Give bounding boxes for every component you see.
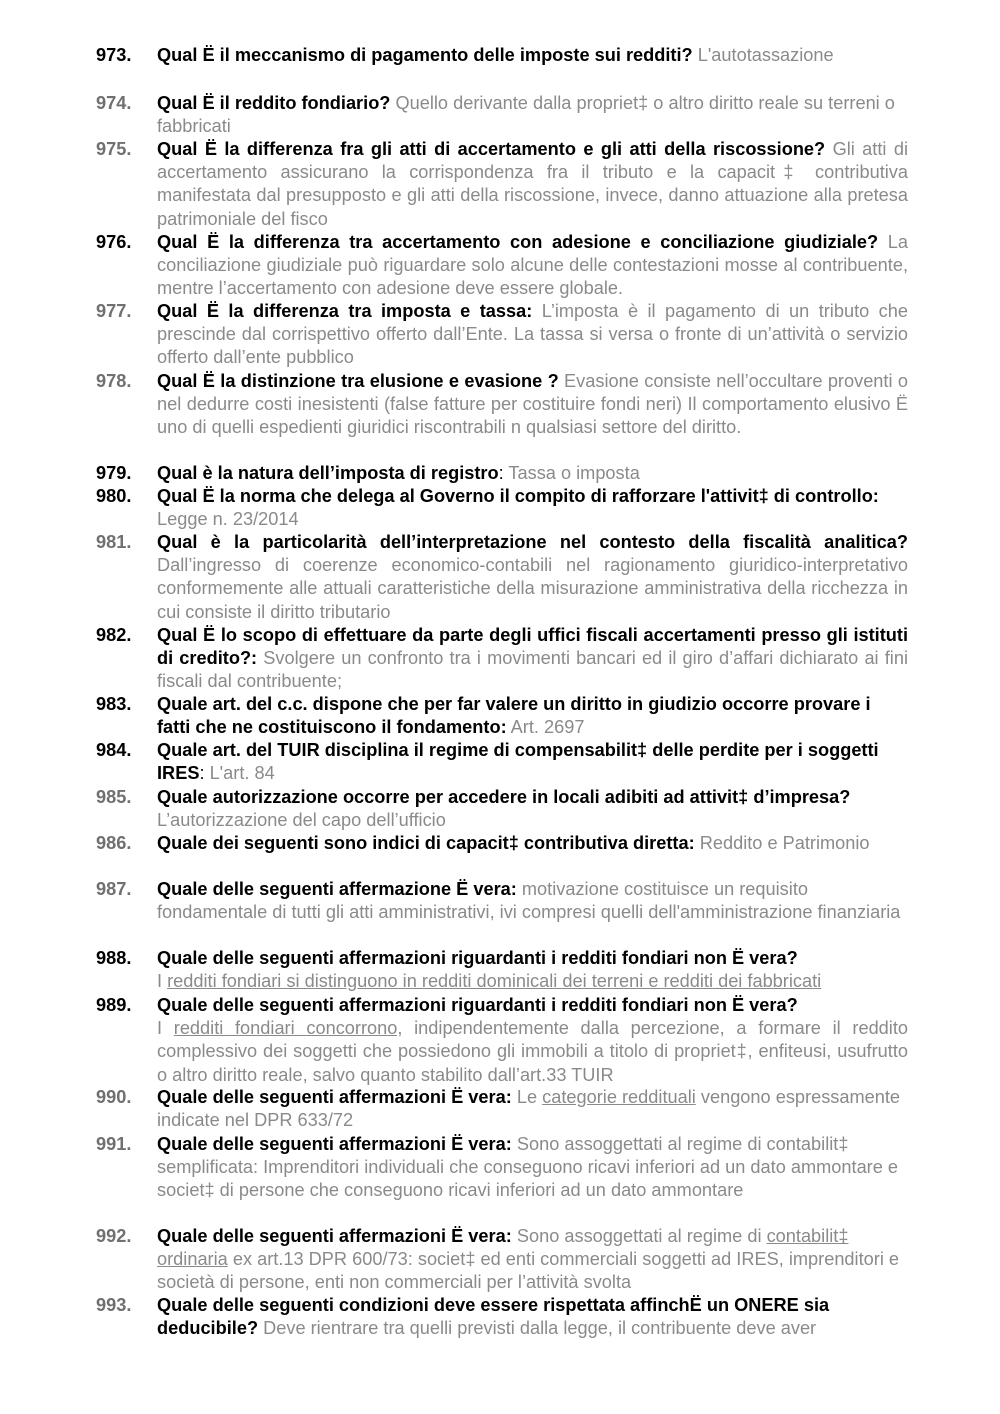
answer-text: vengono espressamente indicate nel DPR 633/72	[157, 1087, 901, 1131]
question-text: Qual Ë il meccanismo di pagamento delle imposte sui redditi?	[157, 45, 693, 65]
list-item	[90, 462, 908, 485]
question-text: Qual Ë la distinzione tra elusione e evasione ?	[157, 371, 559, 391]
item-number: 976.	[96, 232, 132, 252]
item-number: 982.	[96, 625, 132, 645]
list-item	[90, 624, 908, 694]
answer-text: ex art.13 DPR 600/73: societ‡ ed enti commerciali soggetti ad IRES, imprenditori e società di persone, enti non commerciali per l’attività svolta	[157, 1249, 900, 1293]
item-number: 985.	[96, 787, 132, 807]
answer-underlined-text: redditi fondiari concorrono,	[173, 1018, 403, 1039]
list-item	[90, 1086, 908, 1132]
question-text: Quale art. del TUIR disciplina il regime di compensabilit‡ delle perdite per i soggetti IRES	[157, 740, 879, 784]
answer-text: Dall’ingresso di coerenze economico-contabili nel ragionamento giuridico-interpretativo conformemente alle attuali caratteristiche della misurazione amministrativa della ricchezza in cui consiste il diritto tributario	[157, 555, 908, 622]
item-number: 989.	[96, 995, 132, 1015]
item-number: 988.	[96, 948, 132, 968]
answer-text: Tassa o imposta	[503, 463, 640, 483]
item-number: 984.	[96, 740, 132, 760]
answer-underlined-text: contabilit‡ ordinaria	[157, 1226, 849, 1270]
item-number: 990.	[96, 1087, 132, 1107]
item-number: 986.	[96, 833, 132, 853]
answer-text: indipendentemente dalla percezione, a formare il reddito complessivo dei soggetti che possiedono gli immobili a titolo di propriet‡, enfiteusi, usufrutto o altro diritto reale, salvo quanto stabilito dall’art.33 TUIR	[157, 1018, 909, 1085]
question-text: Qual Ë lo scopo di effettuare da parte degli uffici fiscali accertamenti presso gli istituti di credito?:	[157, 625, 908, 669]
item-number: 978.	[96, 371, 132, 391]
answer-text: Svolgere un confronto tra i movimenti bancari ed il giro d’affari dichiarato ai fini fiscali dal contribuente;	[157, 648, 908, 692]
answer-text: I	[157, 971, 168, 992]
answer-underlined-text: redditi fondiari si distinguono in redditi dominicali dei terreni e redditi dei fabbricati	[167, 971, 822, 992]
list-item	[90, 44, 908, 67]
answer-colon: :	[199, 763, 205, 784]
question-text: Quale delle seguenti condizioni deve essere rispettata affinchË un ONERE sia deducibile?	[157, 1295, 830, 1339]
question-text: Quale delle seguenti affermazioni Ë vera:	[157, 1134, 512, 1154]
list-item	[90, 693, 908, 739]
item-number: 980.	[96, 486, 132, 506]
list-item	[90, 878, 908, 924]
answer-text: Le	[511, 1087, 543, 1107]
question-text: Quale delle seguenti affermazioni riguardanti i redditi fondiari non Ë vera?	[157, 995, 798, 1015]
answer-text: L'autotassazione	[692, 45, 834, 65]
list-item	[90, 370, 908, 440]
item-number: 993.	[96, 1295, 132, 1315]
question-text: Quale dei seguenti sono indici di capacit‡ contributiva diretta:	[157, 833, 695, 853]
item-number: 987.	[96, 879, 132, 899]
list-item	[90, 739, 908, 785]
question-text: Qual Ë la differenza tra imposta e tassa:	[157, 301, 533, 321]
item-number: 981.	[96, 532, 132, 552]
item-number: 991.	[96, 1134, 132, 1154]
question-text: Quale delle seguenti affermazioni Ë vera:	[157, 1226, 512, 1246]
answer-underlined-text: categorie reddituali	[542, 1087, 696, 1107]
list-item	[90, 485, 908, 531]
answer-text: Art. 2697	[506, 717, 585, 738]
question-text: Quale delle seguenti affermazioni Ë vera:	[157, 1087, 512, 1107]
question-text: Quale art. del c.c. dispone che per far valere un diritto in giudizio occorre provare i fatti che ne costituiscono il fondamento:	[157, 694, 871, 738]
list-item	[90, 1225, 908, 1295]
answer-text: Quello derivante dalla propriet‡ o altro diritto reale su terreni o fabbricati	[157, 93, 895, 137]
list-item	[90, 947, 908, 993]
list-item	[90, 231, 908, 301]
item-number: 979.	[96, 463, 132, 483]
question-text: Qual è la particolarità dell’interpretazione nel contesto della fiscalità analitica?	[157, 532, 908, 552]
answer-colon: :	[498, 463, 504, 483]
answer-text: Deve rientrare tra quelli previsti dalla legge, il contribuente deve aver	[258, 1318, 817, 1339]
list-item	[90, 92, 908, 138]
answer-text: Legge n. 23/2014	[157, 509, 299, 530]
list-item	[90, 1294, 908, 1340]
answer-text: I	[157, 1018, 174, 1039]
list-item	[90, 138, 908, 231]
item-number: 975.	[96, 139, 132, 159]
answer-text: L’autorizzazione del capo dell’ufficio	[157, 810, 446, 831]
item-number: 992.	[96, 1226, 132, 1246]
answer-text: Evasione consiste nell’occultare proventi o nel dedurre costi inesistenti (false fatture per costituire fondi neri) Il comportamento elusivo Ë uno di quelli espedienti giuridici riscontrabili n qualsiasi settore del diritto.	[157, 371, 908, 438]
question-text: Qual è la natura dell’imposta di registro	[157, 463, 499, 483]
question-text: Quale delle seguenti affermazioni riguardanti i redditi fondiari non Ë vera?	[157, 948, 798, 968]
answer-text: Gli atti di accertamento assicurano la corrispondenza fra il tributo e la capacit‡ contributiva manifestata dal presupposto e gli atti della riscossione, invece, danno attuazione alla pretesa patrimoniale del fisco	[157, 139, 908, 229]
item-number: 983.	[96, 694, 132, 714]
question-text: Quale autorizzazione occorre per accedere in locali adibiti ad attivit‡ d’impresa?	[157, 787, 851, 807]
question-text: Qual Ë la differenza fra gli atti di accertamento e gli atti della riscossione?	[157, 139, 826, 159]
item-number: 977.	[96, 301, 132, 321]
item-number: 974.	[96, 93, 132, 113]
answer-text: Sono assoggettati al regime di	[511, 1226, 767, 1246]
item-number: 973.	[96, 45, 132, 65]
answer-text: Reddito e Patrimonio	[694, 833, 870, 853]
list-item	[90, 1133, 908, 1203]
list-item	[90, 531, 908, 624]
list-item	[90, 832, 908, 855]
question-text: Qual Ë il reddito fondiario?	[157, 93, 391, 113]
answer-text: motivazione costituisce un requisito fondamentale di tutti gli atti amministrativi, ivi compresi quelli dell'amministrazione finanziaria	[157, 879, 901, 923]
answer-text: L'art. 84	[204, 763, 275, 784]
list-item	[90, 300, 908, 370]
question-text: Quale delle seguenti affermazione Ë vera:	[157, 879, 517, 899]
list-item	[90, 786, 908, 832]
answer-text: Sono assoggettati al regime di contabilit‡ semplificata: Imprenditori individuali che conseguono ricavi inferiori ad un dato ammontare e societ‡ di persone che conseguono ricavi inferiori ad un dato ammontare	[157, 1134, 899, 1201]
answer-text: La conciliazione giudiziale può riguardare solo alcune delle contestazioni mosse al contribuente, mentre l’accertamento con adesione deve essere globale.	[157, 232, 908, 299]
list-item	[90, 994, 908, 1087]
question-text: Qual Ë la norma che delega al Governo il compito di rafforzare l'attivit‡ di controllo:	[157, 486, 879, 506]
question-text: Qual Ë la differenza tra accertamento con adesione e conciliazione giudiziale?	[157, 232, 879, 252]
answer-text: L’imposta è il pagamento di un tributo che prescinde dal corrispettivo offerto dall’Ente. La tassa si versa o fronte di un’attività o servizio offerto dall’ente pubblico	[157, 301, 908, 368]
